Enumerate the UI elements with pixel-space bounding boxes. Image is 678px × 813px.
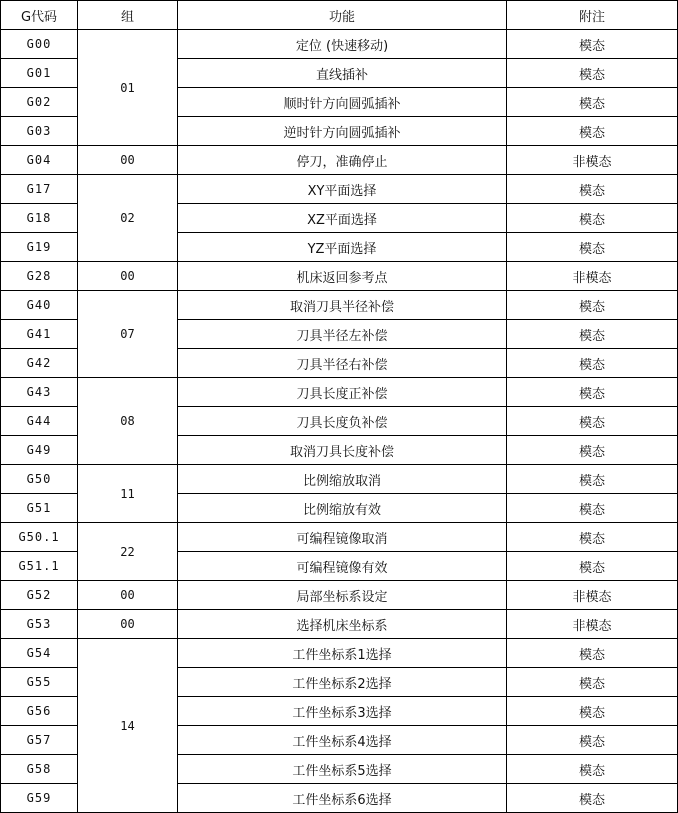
- note-cell: 模态: [507, 291, 678, 320]
- note-cell: 模态: [507, 407, 678, 436]
- table-row: [1, 291, 678, 320]
- function-cell: 工件坐标系6选择: [178, 784, 507, 813]
- gcode-cell: G02: [1, 88, 78, 117]
- gcode-cell: G41: [1, 320, 78, 349]
- note-cell: 模态: [507, 697, 678, 726]
- gcode-cell: G58: [1, 755, 78, 784]
- function-cell: 工件坐标系3选择: [178, 697, 507, 726]
- header-group: 组: [78, 1, 178, 30]
- function-cell: 可编程镜像有效: [178, 552, 507, 581]
- gcode-cell: G18: [1, 204, 78, 233]
- note-cell: 模态: [507, 349, 678, 378]
- group-cell: 02: [78, 175, 178, 262]
- note-cell: 模态: [507, 784, 678, 813]
- function-cell: 工件坐标系2选择: [178, 668, 507, 697]
- note-cell: 模态: [507, 30, 678, 59]
- gcode-cell: G57: [1, 726, 78, 755]
- note-cell: 模态: [507, 755, 678, 784]
- note-cell: 模态: [507, 552, 678, 581]
- gcode-cell: G19: [1, 233, 78, 262]
- function-cell: 工件坐标系1选择: [178, 639, 507, 668]
- gcode-cell: G55: [1, 668, 78, 697]
- gcode-cell: G00: [1, 30, 78, 59]
- function-cell: XY平面选择: [178, 175, 507, 204]
- gcode-cell: G03: [1, 117, 78, 146]
- function-cell: YZ平面选择: [178, 233, 507, 262]
- table-row: [1, 465, 678, 494]
- function-cell: 刀具半径右补偿: [178, 349, 507, 378]
- gcode-cell: G56: [1, 697, 78, 726]
- note-cell: 模态: [507, 117, 678, 146]
- header-note: 附注: [507, 1, 678, 30]
- note-cell: 模态: [507, 523, 678, 552]
- function-cell: 逆时针方向圆弧插补: [178, 117, 507, 146]
- function-cell: XZ平面选择: [178, 204, 507, 233]
- function-cell: 刀具半径左补偿: [178, 320, 507, 349]
- gcode-cell: G52: [1, 581, 78, 610]
- note-cell: 模态: [507, 465, 678, 494]
- table-body: [1, 30, 678, 813]
- gcode-cell: G40: [1, 291, 78, 320]
- group-cell: 14: [78, 639, 178, 813]
- gcode-cell: G50: [1, 465, 78, 494]
- gcode-cell: G42: [1, 349, 78, 378]
- function-cell: 取消刀具半径补偿: [178, 291, 507, 320]
- group-cell: 00: [78, 262, 178, 291]
- function-cell: 选择机床坐标系: [178, 610, 507, 639]
- gcode-cell: G49: [1, 436, 78, 465]
- group-cell: 01: [78, 30, 178, 146]
- note-cell: 非模态: [507, 610, 678, 639]
- note-cell: 非模态: [507, 146, 678, 175]
- gcode-cell: G43: [1, 378, 78, 407]
- group-cell: 07: [78, 291, 178, 378]
- group-cell: 08: [78, 378, 178, 465]
- header-function: 功能: [178, 1, 507, 30]
- table-row: [1, 610, 678, 639]
- note-cell: 模态: [507, 726, 678, 755]
- gcode-cell: G28: [1, 262, 78, 291]
- note-cell: 非模态: [507, 262, 678, 291]
- header-row: [1, 1, 678, 30]
- note-cell: 模态: [507, 59, 678, 88]
- group-cell: 00: [78, 146, 178, 175]
- function-cell: 顺时针方向圆弧插补: [178, 88, 507, 117]
- function-cell: 刀具长度负补偿: [178, 407, 507, 436]
- table-row: [1, 175, 678, 204]
- note-cell: 模态: [507, 436, 678, 465]
- gcode-cell: G50.1: [1, 523, 78, 552]
- note-cell: 模态: [507, 494, 678, 523]
- function-cell: 定位 (快速移动): [178, 30, 507, 59]
- function-cell: 刀具长度正补偿: [178, 378, 507, 407]
- note-cell: 非模态: [507, 581, 678, 610]
- gcode-cell: G01: [1, 59, 78, 88]
- group-cell: 00: [78, 610, 178, 639]
- table-row: [1, 146, 678, 175]
- table-row: [1, 262, 678, 291]
- function-cell: 工件坐标系4选择: [178, 726, 507, 755]
- function-cell: 取消刀具长度补偿: [178, 436, 507, 465]
- function-cell: 直线插补: [178, 59, 507, 88]
- note-cell: 模态: [507, 204, 678, 233]
- note-cell: 模态: [507, 668, 678, 697]
- note-cell: 模态: [507, 378, 678, 407]
- header-code: G代码: [1, 1, 78, 30]
- gcode-cell: G04: [1, 146, 78, 175]
- group-cell: 22: [78, 523, 178, 581]
- gcode-cell: G59: [1, 784, 78, 813]
- function-cell: 比例缩放取消: [178, 465, 507, 494]
- note-cell: 模态: [507, 639, 678, 668]
- table-row: [1, 378, 678, 407]
- table-row: [1, 30, 678, 59]
- gcode-cell: G54: [1, 639, 78, 668]
- function-cell: 工件坐标系5选择: [178, 755, 507, 784]
- note-cell: 模态: [507, 320, 678, 349]
- group-cell: 11: [78, 465, 178, 523]
- table-row: [1, 639, 678, 668]
- function-cell: 可编程镜像取消: [178, 523, 507, 552]
- table-row: [1, 523, 678, 552]
- group-cell: 00: [78, 581, 178, 610]
- gcode-cell: G17: [1, 175, 78, 204]
- note-cell: 模态: [507, 233, 678, 262]
- function-cell: 比例缩放有效: [178, 494, 507, 523]
- gcode-cell: G53: [1, 610, 78, 639]
- function-cell: 局部坐标系设定: [178, 581, 507, 610]
- note-cell: 模态: [507, 175, 678, 204]
- function-cell: 停刀，准确停止: [178, 146, 507, 175]
- table-row: [1, 581, 678, 610]
- function-cell: 机床返回参考点: [178, 262, 507, 291]
- note-cell: 模态: [507, 88, 678, 117]
- gcode-cell: G51.1: [1, 552, 78, 581]
- gcode-cell: G44: [1, 407, 78, 436]
- gcode-cell: G51: [1, 494, 78, 523]
